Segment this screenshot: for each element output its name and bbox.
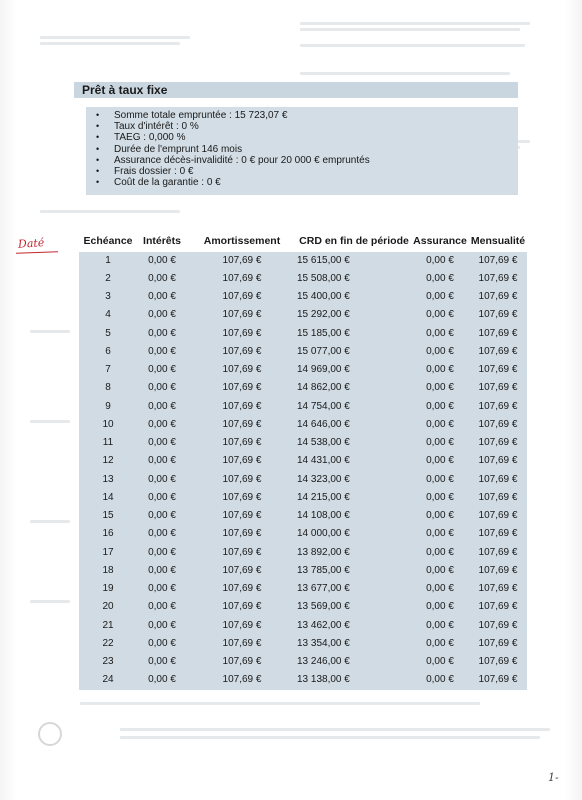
cell-mensualite: 107,69 € — [478, 601, 518, 613]
cell-interets: 0,00 € — [148, 491, 176, 503]
cell-echeance: 21 — [102, 619, 114, 631]
cell-amortissement: 107,69 € — [222, 564, 262, 576]
cell-interets: 0,00 € — [148, 637, 176, 649]
cell-assurance: 0,00 € — [426, 564, 454, 576]
cell-echeance: 3 — [105, 291, 111, 303]
cell-crd: 15 400,00 € — [297, 291, 350, 303]
cell-interets: 0,00 € — [148, 327, 176, 339]
cell-mensualite: 107,69 € — [478, 418, 518, 430]
table-row — [79, 598, 527, 616]
cell-interets: 0,00 € — [148, 674, 176, 686]
cell-interets: 0,00 € — [148, 546, 176, 558]
cell-amortissement: 107,69 € — [222, 546, 262, 558]
cell-echeance: 14 — [102, 491, 114, 503]
cell-interets: 0,00 € — [148, 400, 176, 412]
cell-echeance: 19 — [102, 583, 114, 595]
cell-amortissement: 107,69 € — [222, 528, 262, 540]
cell-mensualite: 107,69 € — [478, 637, 518, 649]
cell-mensualite: 107,69 € — [478, 546, 518, 558]
cell-assurance: 0,00 € — [426, 656, 454, 668]
cell-amortissement: 107,69 € — [222, 272, 262, 284]
cell-crd: 13 785,00 € — [297, 564, 350, 576]
cell-mensualite: 107,69 € — [478, 400, 518, 412]
cell-amortissement: 107,69 € — [222, 619, 262, 631]
cell-echeance: 12 — [102, 455, 114, 467]
cell-assurance: 0,00 € — [426, 272, 454, 284]
cell-crd: 14 108,00 € — [297, 510, 350, 522]
header-interets: Intérêts — [143, 235, 181, 247]
table-row — [79, 251, 527, 269]
cell-assurance: 0,00 € — [426, 674, 454, 686]
header-echeance: Echéance — [83, 235, 133, 247]
cell-crd: 13 569,00 € — [297, 601, 350, 613]
cell-echeance: 15 — [102, 510, 114, 522]
table-row — [79, 452, 527, 470]
cell-crd: 14 754,00 € — [297, 400, 350, 412]
page-mark: 1- — [548, 771, 559, 784]
table-row — [79, 561, 527, 579]
cell-assurance: 0,00 € — [426, 364, 454, 376]
cell-assurance: 0,00 € — [426, 455, 454, 467]
cell-amortissement: 107,69 € — [222, 400, 262, 412]
cell-amortissement: 107,69 € — [222, 656, 262, 668]
cell-mensualite: 107,69 € — [478, 291, 518, 303]
header-crd: CRD en fin de période — [299, 235, 409, 247]
cell-interets: 0,00 € — [148, 583, 176, 595]
cell-mensualite: 107,69 € — [478, 528, 518, 540]
table-row — [79, 379, 527, 397]
loan-summary-list — [96, 110, 370, 188]
cell-mensualite: 107,69 € — [478, 437, 518, 449]
cell-crd: 14 215,00 € — [297, 491, 350, 503]
cell-assurance: 0,00 € — [426, 437, 454, 449]
table-row — [79, 342, 527, 360]
cell-crd: 15 292,00 € — [297, 309, 350, 321]
cell-echeance: 18 — [102, 564, 114, 576]
cell-assurance: 0,00 € — [426, 510, 454, 522]
cell-assurance: 0,00 € — [426, 400, 454, 412]
cell-amortissement: 107,69 € — [222, 455, 262, 467]
cell-assurance: 0,00 € — [426, 309, 454, 321]
cell-crd: 14 646,00 € — [297, 418, 350, 430]
cell-crd: 13 462,00 € — [297, 619, 350, 631]
cell-mensualite: 107,69 € — [478, 619, 518, 631]
cell-echeance: 1 — [105, 254, 111, 266]
cell-crd: 14 431,00 € — [297, 455, 350, 467]
summary-taeg: • TAEG : 0,000 % — [96, 132, 370, 143]
table-row — [79, 288, 527, 306]
cell-echeance: 17 — [102, 546, 114, 558]
cell-crd: 13 354,00 € — [297, 637, 350, 649]
cell-echeance: 2 — [105, 272, 111, 284]
cell-amortissement: 107,69 € — [222, 601, 262, 613]
table-body — [79, 251, 527, 689]
cell-mensualite: 107,69 € — [478, 583, 518, 595]
cell-amortissement: 107,69 € — [222, 674, 262, 686]
cell-crd: 15 508,00 € — [297, 272, 350, 284]
cell-crd: 13 677,00 € — [297, 583, 350, 595]
cell-interets: 0,00 € — [148, 510, 176, 522]
cell-assurance: 0,00 € — [426, 583, 454, 595]
cell-mensualite: 107,69 € — [478, 510, 518, 522]
cell-amortissement: 107,69 € — [222, 327, 262, 339]
cell-interets: 0,00 € — [148, 418, 176, 430]
cell-mensualite: 107,69 € — [478, 364, 518, 376]
table-row — [79, 488, 527, 506]
cell-assurance: 0,00 € — [426, 528, 454, 540]
header-amortissement: Amortissement — [203, 235, 281, 247]
cell-echeance: 23 — [102, 656, 114, 668]
cell-assurance: 0,00 € — [426, 418, 454, 430]
cell-mensualite: 107,69 € — [478, 674, 518, 686]
cell-mensualite: 107,69 € — [478, 656, 518, 668]
cell-mensualite: 107,69 € — [478, 345, 518, 357]
cell-echeance: 11 — [102, 437, 114, 449]
cell-interets: 0,00 € — [148, 564, 176, 576]
cell-mensualite: 107,69 € — [478, 382, 518, 394]
cell-crd: 14 969,00 € — [297, 364, 350, 376]
cell-crd: 13 246,00 € — [297, 656, 350, 668]
cell-amortissement: 107,69 € — [222, 510, 262, 522]
cell-assurance: 0,00 € — [426, 254, 454, 266]
table-row — [79, 415, 527, 433]
cell-mensualite: 107,69 € — [478, 473, 518, 485]
cell-crd: 13 892,00 € — [297, 546, 350, 558]
cell-interets: 0,00 € — [148, 345, 176, 357]
cell-echeance: 20 — [102, 601, 114, 613]
cell-mensualite: 107,69 € — [478, 272, 518, 284]
cell-interets: 0,00 € — [148, 619, 176, 631]
table-header-row — [79, 231, 527, 251]
table-row — [79, 543, 527, 561]
cell-interets: 0,00 € — [148, 291, 176, 303]
cell-crd: 15 615,00 € — [297, 254, 350, 266]
footer-logo — [38, 722, 62, 746]
cell-interets: 0,00 € — [148, 272, 176, 284]
summary-interest-rate: • Taux d'intérêt : 0 % — [96, 121, 370, 132]
cell-interets: 0,00 € — [148, 601, 176, 613]
cell-mensualite: 107,69 € — [478, 564, 518, 576]
table-row — [79, 306, 527, 324]
cell-interets: 0,00 € — [148, 382, 176, 394]
header-mensualite: Mensualité — [470, 235, 526, 247]
cell-crd: 15 077,00 € — [297, 345, 350, 357]
cell-interets: 0,00 € — [148, 437, 176, 449]
cell-interets: 0,00 € — [148, 254, 176, 266]
cell-echeance: 16 — [102, 528, 114, 540]
cell-amortissement: 107,69 € — [222, 254, 262, 266]
cell-amortissement: 107,69 € — [222, 437, 262, 449]
cell-assurance: 0,00 € — [426, 327, 454, 339]
cell-crd: 14 323,00 € — [297, 473, 350, 485]
cell-echeance: 24 — [102, 674, 114, 686]
cell-interets: 0,00 € — [148, 473, 176, 485]
cell-mensualite: 107,69 € — [478, 254, 518, 266]
table-row — [79, 634, 527, 652]
cell-assurance: 0,00 € — [426, 382, 454, 394]
cell-interets: 0,00 € — [148, 309, 176, 321]
handwritten-annotation: Daté — [17, 236, 45, 251]
cell-amortissement: 107,69 € — [222, 345, 262, 357]
cell-assurance: 0,00 € — [426, 619, 454, 631]
cell-interets: 0,00 € — [148, 455, 176, 467]
cell-crd: 14 000,00 € — [297, 528, 350, 540]
cell-echeance: 8 — [105, 382, 111, 394]
cell-amortissement: 107,69 € — [222, 382, 262, 394]
header-assurance: Assurance — [413, 235, 467, 247]
cell-amortissement: 107,69 € — [222, 418, 262, 430]
cell-mensualite: 107,69 € — [478, 327, 518, 339]
cell-amortissement: 107,69 € — [222, 491, 262, 503]
cell-amortissement: 107,69 € — [222, 291, 262, 303]
cell-crd: 15 185,00 € — [297, 327, 350, 339]
cell-amortissement: 107,69 € — [222, 583, 262, 595]
table-row — [79, 653, 527, 671]
cell-assurance: 0,00 € — [426, 345, 454, 357]
cell-mensualite: 107,69 € — [478, 455, 518, 467]
cell-assurance: 0,00 € — [426, 546, 454, 558]
cell-amortissement: 107,69 € — [222, 637, 262, 649]
cell-amortissement: 107,69 € — [222, 473, 262, 485]
cell-echeance: 13 — [102, 473, 114, 485]
table-row — [79, 434, 527, 452]
table-row — [79, 269, 527, 287]
cell-crd: 14 538,00 € — [297, 437, 350, 449]
table-row — [79, 397, 527, 415]
amortization-schedule-table — [79, 231, 527, 689]
table-row — [79, 507, 527, 525]
cell-echeance: 6 — [105, 345, 111, 357]
cell-amortissement: 107,69 € — [222, 309, 262, 321]
cell-echeance: 10 — [102, 418, 114, 430]
cell-crd: 13 138,00 € — [297, 674, 350, 686]
cell-echeance: 7 — [105, 364, 111, 376]
summary-file-fees: • Frais dossier : 0 € — [96, 166, 370, 177]
cell-echeance: 5 — [105, 327, 111, 339]
summary-total-borrowed: • Somme totale empruntée : 15 723,07 € — [96, 110, 370, 121]
table-row — [79, 361, 527, 379]
cell-assurance: 0,00 € — [426, 491, 454, 503]
cell-mensualite: 107,69 € — [478, 309, 518, 321]
cell-interets: 0,00 € — [148, 656, 176, 668]
summary-insurance: • Assurance décès-invalidité : 0 € pour 20 000 € empruntés — [96, 155, 370, 166]
cell-assurance: 0,00 € — [426, 473, 454, 485]
summary-loan-duration: • Durée de l'emprunt 146 mois — [96, 144, 370, 155]
cell-echeance: 22 — [102, 637, 114, 649]
cell-echeance: 4 — [105, 309, 111, 321]
cell-mensualite: 107,69 € — [478, 491, 518, 503]
table-row — [79, 324, 527, 342]
table-row — [79, 470, 527, 488]
cell-assurance: 0,00 € — [426, 637, 454, 649]
table-row — [79, 616, 527, 634]
cell-interets: 0,00 € — [148, 528, 176, 540]
table-row — [79, 671, 527, 689]
cell-crd: 14 862,00 € — [297, 382, 350, 394]
cell-assurance: 0,00 € — [426, 601, 454, 613]
table-row — [79, 525, 527, 543]
section-title: Prêt à taux fixe — [82, 83, 168, 97]
cell-interets: 0,00 € — [148, 364, 176, 376]
cell-amortissement: 107,69 € — [222, 364, 262, 376]
cell-assurance: 0,00 € — [426, 291, 454, 303]
summary-guarantee-cost: • Coût de la garantie : 0 € — [96, 177, 370, 188]
cell-echeance: 9 — [105, 400, 111, 412]
table-row — [79, 580, 527, 598]
